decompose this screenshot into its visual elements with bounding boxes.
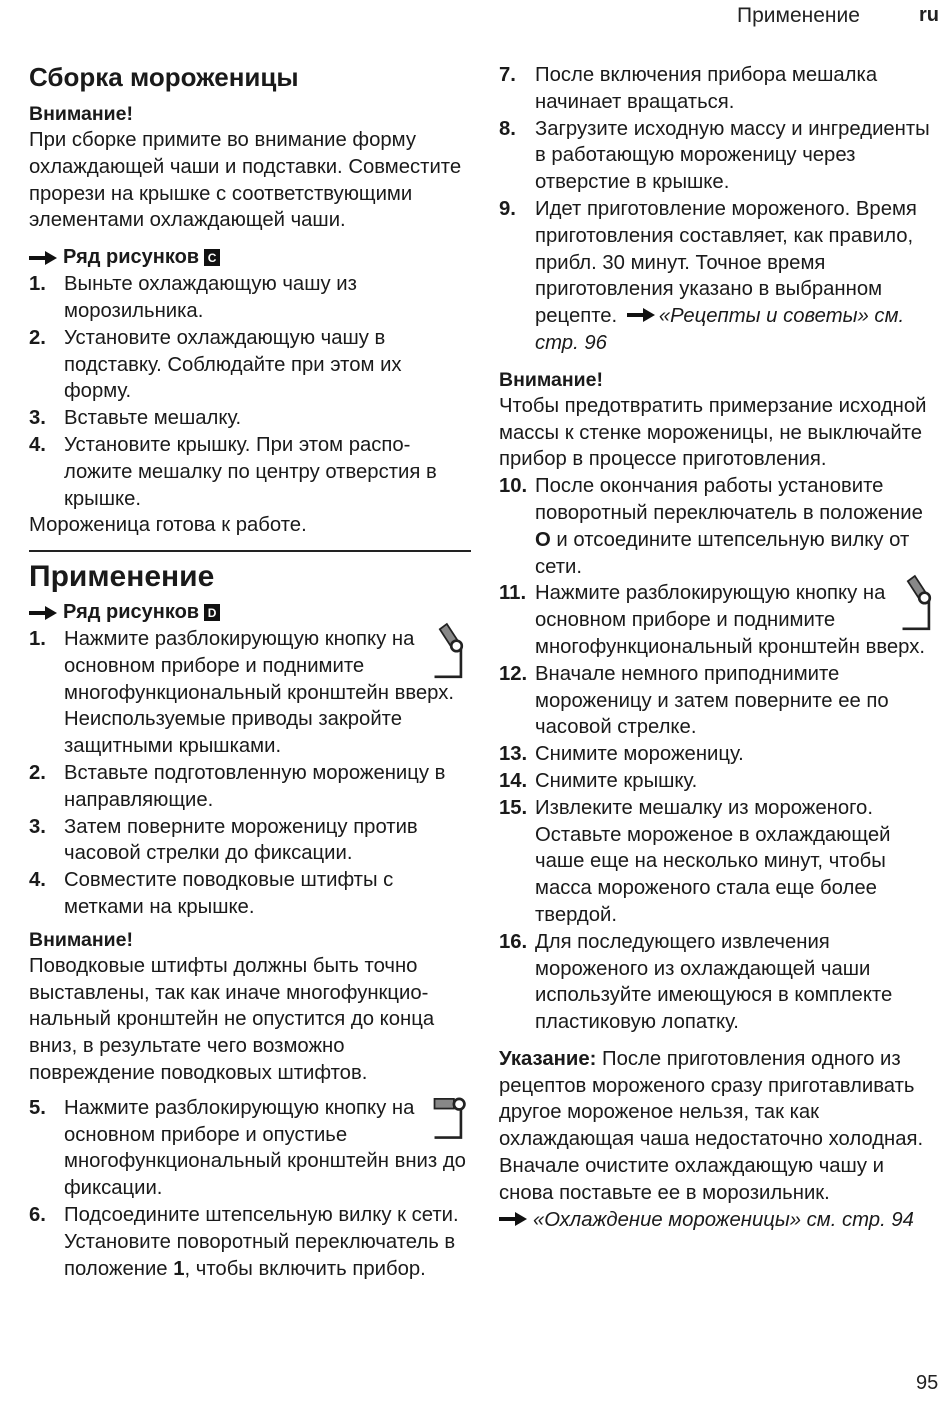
arrow-right-icon — [627, 308, 655, 322]
use-steps-continued — [29, 1095, 471, 1283]
list-item: 4. Совместите поводковые штифты с метками на крышке. — [29, 869, 394, 918]
arrow-right-icon — [499, 1212, 527, 1226]
list-item: 3. Вставьте мешалку. — [29, 407, 242, 430]
section-divider — [29, 550, 471, 552]
figure-ref-c — [29, 244, 471, 271]
operation-warning-label: Внимание! — [499, 368, 603, 391]
list-item: 10. После окончания работы установите поворотный переключатель в положение O и отсоедините штепсельную вилку от сети. — [499, 475, 923, 578]
operation-steps — [499, 62, 939, 357]
list-item: 1. Выньте охлаждающую чашу из морозильника. — [29, 273, 357, 322]
list-item: 7. После включения прибора мешалка начинает вращаться. — [499, 64, 878, 113]
list-item: 14. Снимите крышку. — [499, 769, 698, 792]
assembly-title: Сборка мороженицы — [29, 62, 299, 92]
list-item: 12. Вначале немного приподнимите мороженицу и затем поверните ее по часовой стрелке. — [499, 662, 889, 739]
cooling-reference — [499, 1207, 939, 1234]
list-item: 1. Нажмите разблокирующую кнопку на основном приборе и поднимите многофункциональный кронштейн вверх. Неиспользуемые приводы закройте защитными крышками. — [29, 626, 471, 760]
assembly-warning-label: Внимание! — [29, 103, 133, 125]
list-item: 11. Нажмите разблокирующую кнопку на основном приборе и поднимите многофункциональный кронштейн вверх. — [499, 580, 939, 660]
note-label: Указание: — [499, 1047, 597, 1070]
finish-steps — [499, 473, 939, 1036]
running-header-section: Применение — [737, 4, 860, 27]
list-item: 2. Вставьте подготовленную мороженицу в направляющие. — [29, 761, 446, 811]
figure-ref-c-label: Ряд рисунков — [63, 246, 200, 269]
cooling-page-reference: «Охлаждение мороженицы» см. стр. 94 — [533, 1208, 914, 1231]
arrow-right-icon — [29, 251, 57, 265]
recipes-page-reference: «Рецепты и советы» см. стр. 96 — [535, 305, 905, 354]
assembly-steps — [29, 271, 471, 512]
figure-letter-c: C — [204, 249, 220, 266]
list-item: 13. Снимите мороженицу. — [499, 743, 744, 766]
use-warning-label: Внимание! — [29, 928, 133, 951]
list-item: 3. Затем поверните мороженицу против часовой стрелки до фиксации. — [29, 815, 418, 865]
list-item: 6. Подсоедините штепсельную вилку к сети. Установите поворотный переключатель в положение 1, чтобы включить прибор. — [29, 1203, 459, 1280]
note-text: После приготовления одного из рецептов мороженого сразу приготавливать другое мороженое нельзя, так как охлаждающая чаша недостаточно холодная. Вначале очистите охлаждающую чашу и снова поставьте ее в морозильник. — [499, 1047, 924, 1204]
list-item: 16. Для последующего извлечения мороженого из охлаждающей чаши используйте имеющуюся в комплекте пластиковую лопатку. — [499, 930, 893, 1034]
arm-lowered-icon — [431, 1093, 475, 1147]
operation-warning-text: Чтобы предотвратить примерзание исходной массы к стенке мороженицы, не выключайте прибор в процессе приготовления. — [499, 394, 927, 471]
list-item: 8. Загрузите исходную массу и ингредиенты в работающую мороженицу через отверстие в крышке. — [499, 117, 930, 194]
figure-letter-d: D — [204, 604, 220, 621]
list-item: 9. Идет приготовление мороженого. Время приготовления составляет, как правило, прибл. 30 минут. Точное время приготовления указано в выбранном рецепте. «Рецепты и советы» см. стр. 96 — [499, 197, 917, 354]
arm-raised-icon — [899, 574, 943, 636]
list-item: 2. Установите охлаждающую чашу в подставку. Соблюдайте при этом их форму. — [29, 326, 402, 403]
arm-raised-icon — [431, 622, 475, 684]
figure-ref-d — [29, 599, 471, 626]
page-number: 95 — [916, 1372, 939, 1394]
arrow-right-icon — [29, 606, 57, 620]
language-code: ru — [919, 4, 939, 26]
assembly-ready-text: Мороженица готова к работе. — [29, 514, 307, 537]
use-title: Применение — [29, 560, 215, 593]
use-warning-text: Поводковые штифты должны быть точно выставлены, так как иначе многофункциональный кронштейн не опустится до конца вниз, в результате чего возможно повреждение поводковых штифтов. — [29, 954, 435, 1084]
figure-ref-d-label: Ряд рисунков — [63, 601, 200, 623]
note-paragraph — [499, 1046, 939, 1207]
assembly-warning-text: При сборке примите во внимание форму охлаждающей чаши и подставки. Совместите прорези на крышке с соответствующими элементами охлаждающей чаши. — [29, 129, 462, 232]
list-item: 15. Извлеките мешалку из мороженого. Оставьте мороженое в охлаждающей чаше еще на несколько минут, чтобы масса мороженого стала еще более твердой. — [499, 796, 891, 926]
list-item: 5. Нажмите разблокирующую кнопку на основном приборе и опустиье многофункциональный кронштейн вниз до фиксации. — [29, 1095, 471, 1202]
use-steps — [29, 626, 471, 921]
list-item: 4. Установите крышку. При этом расположите мешалку по центру отверстия в крышке. — [29, 433, 437, 510]
